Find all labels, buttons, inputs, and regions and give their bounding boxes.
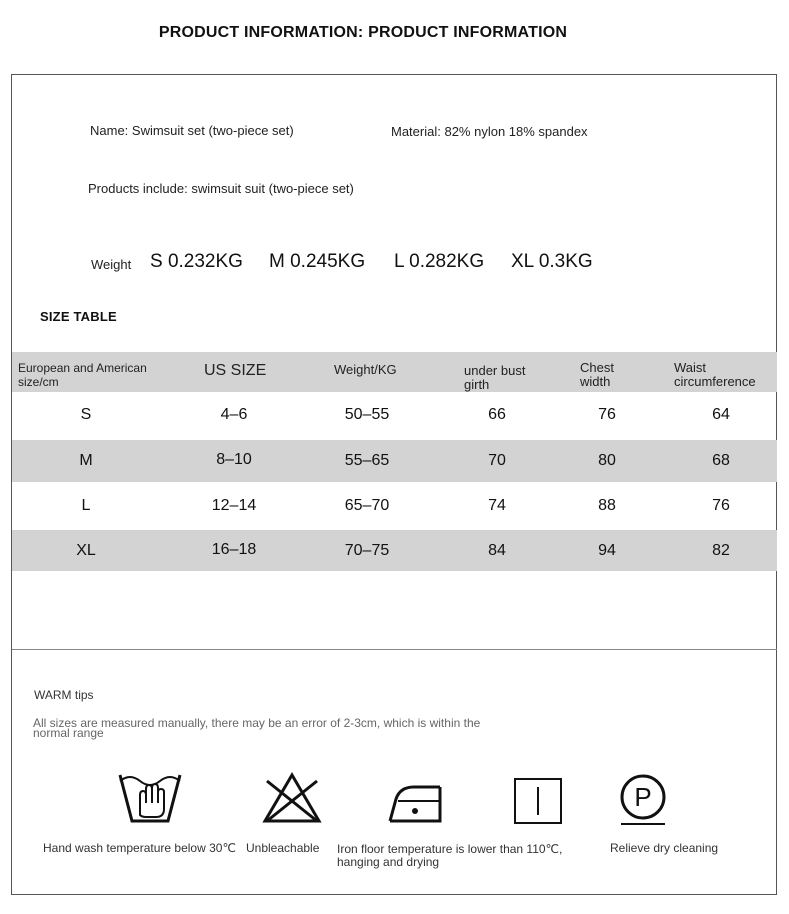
row-us-size: 4–6 [220, 406, 248, 423]
row-weight: 55–65 [344, 452, 390, 469]
table-row [12, 440, 777, 482]
row-waist: 76 [712, 497, 730, 514]
warm-tips-note: All sizes are measured manually, there may be an error of 2-3cm, which is within the normal range [33, 716, 481, 740]
iron-icon [386, 779, 444, 825]
weight-m: M 0.245KG [269, 251, 366, 272]
page-title: PRODUCT INFORMATION: PRODUCT INFORMATION [158, 24, 568, 41]
no-bleach-icon [261, 771, 323, 825]
row-size: S [80, 406, 92, 423]
weight-s: S 0.232KG [150, 251, 243, 272]
row-weight: 70–75 [344, 542, 390, 559]
product-material: Material: 82% nylon 18% spandex [391, 124, 588, 139]
row-under-bust: 66 [488, 406, 506, 423]
table-row [12, 530, 777, 571]
row-us-size: 8–10 [216, 451, 252, 468]
row-waist: 82 [712, 542, 730, 559]
row-waist: 68 [712, 452, 730, 469]
header-waist: Waist circumference [674, 360, 756, 389]
row-chest: 94 [598, 542, 616, 559]
hand-wash-caption: Hand wash temperature below 30℃ [43, 841, 236, 855]
dry-clean-caption: Relieve dry cleaning [610, 841, 719, 855]
dry-clean-icon [617, 770, 669, 826]
hand-wash-icon [116, 771, 184, 827]
row-chest: 88 [598, 497, 616, 514]
weight-xl: XL 0.3KG [511, 251, 593, 272]
row-chest: 76 [598, 406, 616, 423]
row-waist: 64 [712, 406, 730, 423]
row-under-bust: 74 [488, 497, 506, 514]
product-name: Name: Swimsuit set (two-piece set) [90, 123, 294, 138]
header-under-bust: under bust girth [464, 363, 526, 392]
section-divider [12, 649, 777, 650]
header-eu-size: European and American size/cm [18, 361, 147, 389]
no-bleach-caption: Unbleachable [246, 841, 320, 855]
warm-tips-title: WARM tips [34, 688, 94, 702]
iron-caption: Iron floor temperature is lower than 110℃, hanging and drying [337, 842, 563, 869]
row-weight: 65–70 [344, 497, 390, 514]
header-us-size: US SIZE [204, 362, 267, 379]
row-size: M [79, 452, 93, 469]
size-table-title: SIZE TABLE [40, 309, 117, 324]
weight-label: Weight [91, 257, 132, 272]
svg-text:P: P [634, 782, 652, 812]
header-weight: Weight/KG [334, 362, 397, 377]
row-size: XL [76, 542, 96, 559]
row-chest: 80 [598, 452, 616, 469]
row-us-size: 16–18 [211, 541, 257, 558]
row-under-bust: 70 [488, 452, 506, 469]
row-size: L [81, 497, 91, 514]
size-table-header [12, 352, 777, 392]
row-us-size: 12–14 [211, 497, 257, 514]
row-under-bust: 84 [488, 542, 506, 559]
row-weight: 50–55 [344, 406, 390, 423]
table-row [12, 393, 777, 438]
header-chest-width: Chest width [580, 360, 614, 389]
table-row [12, 484, 777, 529]
weight-l: L 0.282KG [394, 251, 485, 272]
products-include: Products include: swimsuit suit (two-piece set) [88, 181, 354, 196]
hang-dry-icon [513, 777, 563, 825]
